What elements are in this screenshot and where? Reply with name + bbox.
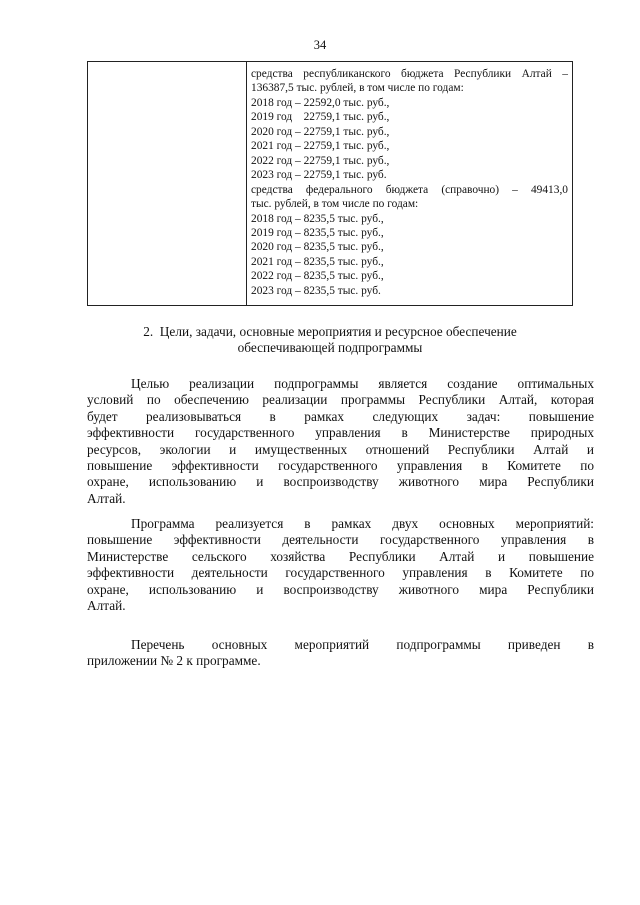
paragraph-goals <box>87 376 594 507</box>
section-heading-line: обеспечивающей подпрограммы <box>237 340 423 355</box>
page-number: 34 <box>313 38 327 52</box>
paragraph-line: приложении № 2 к программе. <box>87 653 261 669</box>
paragraph-line: Целью реализации подпрограммы является создание оптимальных <box>131 376 594 391</box>
section-heading <box>87 324 573 356</box>
paragraph-line: эффективности деятельности государственного управления в Комитете по <box>87 565 594 581</box>
paragraph-line: эффективности государственного управления в Министерстве природных <box>87 425 594 441</box>
budget-line: 2019 год – 8235,5 тыс. руб., <box>251 226 384 239</box>
paragraph-line: Алтай. <box>87 597 126 613</box>
budget-line: средства республиканского бюджета Республики Алтай – <box>251 68 568 80</box>
budget-line: 2018 год – 8235,5 тыс. руб., <box>251 212 384 225</box>
paragraph-line: Программа реализуется в рамках двух основных мероприятий: <box>131 516 594 531</box>
paragraph-line: Перечень основных мероприятий подпрограммы приведен в <box>131 637 594 652</box>
table-cell-label <box>88 62 247 305</box>
paragraph-line: охране, использованию и воспроизводству животного мира Республики <box>87 474 594 490</box>
budget-line: 2018 год – 22592,0 тыс. руб., <box>251 96 390 109</box>
paragraph-line: охране, использованию и воспроизводству животного мира Республики <box>87 581 594 597</box>
budget-table <box>87 61 573 306</box>
budget-line: 2023 год – 8235,5 тыс. руб. <box>251 284 381 297</box>
section-heading-line: 2. Цели, задачи, основные мероприятия и ресурсное обеспечение <box>143 324 517 339</box>
budget-line: 136387,5 тыс. рублей, в том числе по годам: <box>251 82 464 95</box>
budget-line: 2020 год – 22759,1 тыс. руб., <box>251 125 390 138</box>
paragraph-list <box>87 637 594 670</box>
paragraph-line: будет реализовываться в рамках следующих задач: повышение <box>87 408 594 424</box>
budget-line: 2020 год – 8235,5 тыс. руб., <box>251 241 384 254</box>
budget-line: 2022 год – 8235,5 тыс. руб., <box>251 270 384 283</box>
paragraph-line: Алтай. <box>87 490 126 506</box>
budget-line: 2023 год – 22759,1 тыс. руб. <box>251 169 387 182</box>
budget-line: средства федерального бюджета (справочно) – 49413,0 <box>251 183 568 196</box>
paragraph-line: повышение эффективности деятельности государственного управления в <box>87 532 594 548</box>
paragraph-line: ресурсов, экологии и имущественных отношений Республики Алтай и <box>87 441 594 457</box>
table-cell-budget <box>247 62 572 305</box>
budget-line: 2019 год 22759,1 тыс. руб., <box>251 111 390 124</box>
budget-line: тыс. рублей, в том числе по годам: <box>251 198 419 211</box>
budget-line: 2021 год – 8235,5 тыс. руб., <box>251 255 384 268</box>
budget-line: 2022 год – 22759,1 тыс. руб., <box>251 154 390 167</box>
budget-line: 2021 год – 22759,1 тыс. руб., <box>251 140 390 153</box>
paragraph-line: Министерстве сельского хозяйства Республики Алтай и повышение <box>87 548 594 564</box>
paragraph-line: условий по обеспечению реализации программы Республики Алтай, которая <box>87 392 594 408</box>
paragraph-line: повышение эффективности государственного управления в Комитете по <box>87 457 594 473</box>
paragraph-program <box>87 516 594 614</box>
